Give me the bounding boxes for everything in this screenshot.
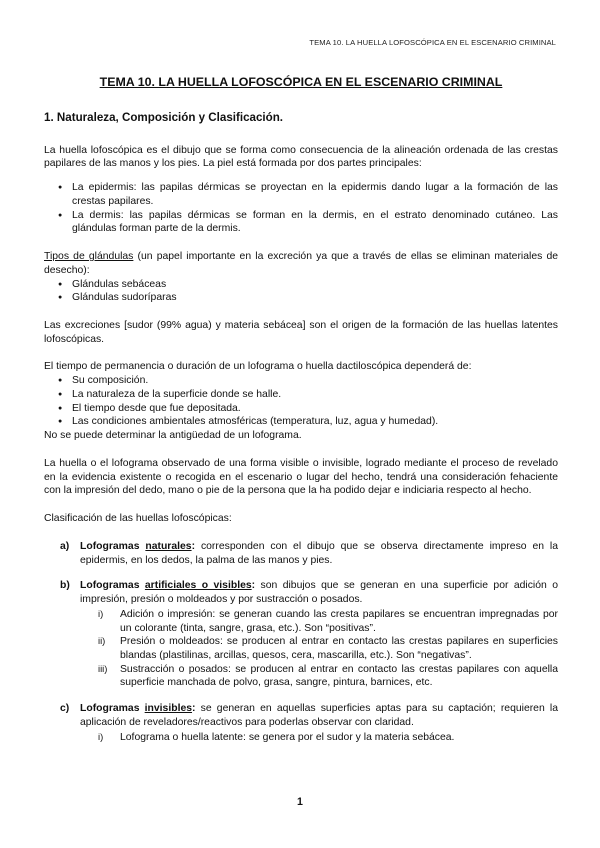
item-term-colon: : — [192, 703, 196, 715]
classification-intro: Clasificación de las huellas lofoscópicas: — [44, 513, 232, 525]
item-term-prefix: Lofogramas — [80, 703, 145, 715]
glands-paragraph — [44, 250, 558, 277]
classification-item-natural — [60, 540, 558, 567]
page-number: 1 — [297, 796, 303, 808]
roman-numeral: i) — [98, 730, 104, 742]
sub-item — [94, 663, 558, 690]
list-item: ● Su composición. — [58, 374, 558, 388]
list-item: ● La dermis: las papilas dérmicas se forman en la dermis, en el estrato denominado cutáneo. Las glándulas forman parte de la dermis. — [58, 209, 558, 236]
item-term: naturales — [145, 540, 192, 552]
glands-label: Tipos de glándulas — [44, 251, 134, 263]
invisible-subitems — [94, 731, 558, 745]
document-title: TEMA 10. LA HUELLA LOFOSCÓPICA EN EL ESCENARIO CRIMINAL — [99, 75, 503, 89]
duration-intro: El tiempo de permanencia o duración de un lofograma o huella dactiloscópica dependerá de: — [44, 361, 472, 373]
roman-numeral: ii) — [98, 635, 106, 647]
item-text: se generan en aquellas superficies aptas para su captación; requieren la aplicación de reveladores/reactivos para poderlas observar con claridad. — [80, 703, 558, 728]
item-letter: a) — [60, 540, 70, 552]
skin-parts-list — [58, 181, 558, 236]
item-term: artificiales o visibles — [144, 580, 252, 592]
sub-item-text: Sustracción o posados: se producen al entrar en contacto las crestas papilares con aquella superficie manchada de polvo, grasa, sangre, pintura, barnices, etc. — [120, 663, 558, 689]
classification-list — [60, 540, 558, 745]
glands-text: (un papel importante en la excreción ya que a través de ellas se eliminan materiales de desecho): — [44, 251, 559, 276]
artificial-subitems — [94, 608, 558, 690]
glands-list — [58, 278, 558, 305]
list-item: ● El tiempo desde que fue depositada. — [58, 402, 558, 416]
list-item: ● Las condiciones ambientales atmosféricas (temperatura, luz, agua y humedad). — [58, 415, 558, 429]
item-text: corresponden con el dibujo que se observa directamente impreso en la epidermis, en los dedos, la palma de las manos y pies. — [80, 540, 559, 566]
list-item: ● La naturaleza de la superficie donde se halle. — [58, 388, 558, 402]
sub-item-text: Lofograma o huella latente: se genera por el sudor y la materia sebácea. — [120, 731, 455, 743]
classification-item-invisible — [60, 702, 558, 744]
item-term-colon: : — [251, 580, 256, 592]
sub-item — [94, 635, 558, 662]
running-header: TEMA 10. LA HUELLA LOFOSCÓPICA EN EL ESCENARIO CRIMINAL — [309, 38, 556, 47]
list-item: ● Glándulas sebáceas — [58, 278, 558, 292]
document-body — [44, 74, 558, 756]
excretions-paragraph: Las excreciones [sudor (99% agua) y materia sebácea] son el origen de la formación de las huellas latentes lofoscópicas. — [44, 320, 558, 345]
duration-list — [58, 374, 558, 429]
item-letter: c) — [60, 703, 70, 715]
classification-item-artificial — [60, 579, 558, 690]
sub-item-text: Presión o moldeados: se producen al entrar en contacto las crestas papilares en superficies blandas (plastilinas, arcillas, quesos, cera, mascarilla, etc.). Son “negativas”. — [120, 636, 558, 661]
roman-numeral: i) — [98, 607, 104, 619]
sub-item — [94, 608, 558, 635]
item-term-prefix: Lofogramas — [80, 580, 145, 592]
item-term: invisibles — [144, 703, 193, 715]
list-item: ● La epidermis: las papilas dérmicas se proyectan en la epidermis dando lugar a la formación de las crestas papilares. — [58, 181, 558, 208]
item-text: son dibujos que se generan en una superficie por adición o impresión, presión o moldeados y por sustracción o posados. — [80, 580, 559, 606]
duration-note: No se puede determinar la antigüedad de un lofograma. — [44, 430, 302, 442]
item-term-colon: : — [191, 540, 196, 552]
item-term-prefix: Lofogramas — [80, 540, 146, 552]
intro-paragraph: La huella lofoscópica es el dibujo que se forma como consecuencia de la alineación ordenada de las crestas papilares de las manos y los pies. La piel está formada por dos partes principales: — [44, 144, 558, 170]
list-item: ● Glándulas sudoríparas — [58, 291, 558, 305]
item-letter: b) — [60, 580, 70, 592]
roman-numeral: iii) — [98, 662, 108, 674]
sub-item — [94, 731, 558, 745]
sub-item-text: Adición o impresión: se generan cuando las cresta papilares se encuentran impregnadas por un colorante (tinta, sangre, grasa, etc.). Son “positivas”. — [120, 608, 558, 634]
definition-paragraph: La huella o el lofograma observado de una forma visible o invisible, logrado mediante el proceso de revelado en la evidencia existente o recogida en el escenario o lugar del hecho, tendrá una consideración fehaciente con la impresión del dedo, mano o pie de la persona que la ha podido dejar e indiciaria respecto al hecho. — [44, 457, 558, 497]
section-title: 1. Naturaleza, Composición y Clasificación. — [44, 111, 284, 125]
